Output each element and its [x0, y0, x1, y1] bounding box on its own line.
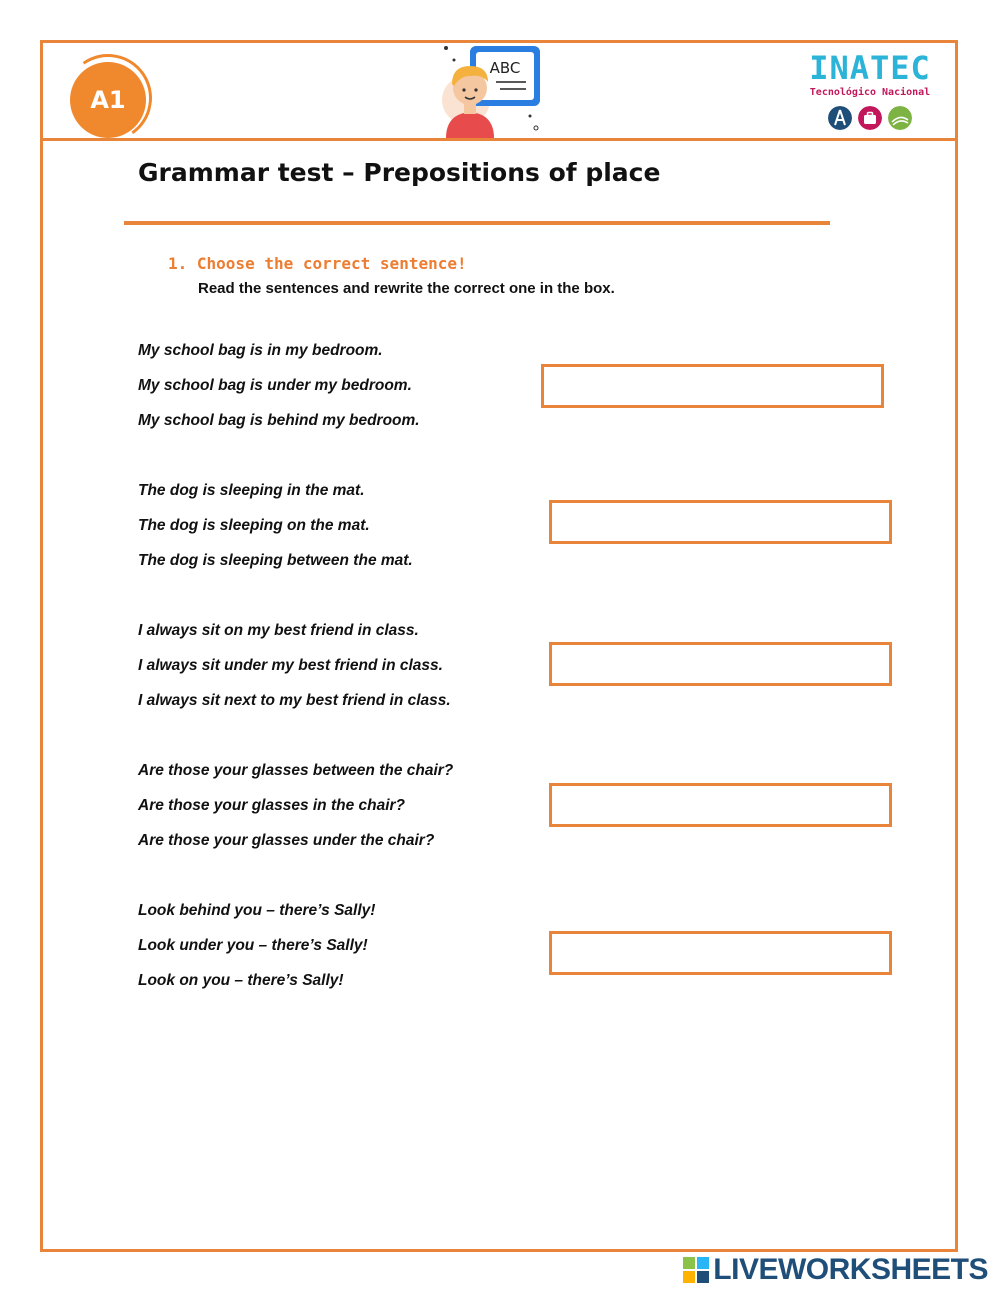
- brand-subtitle: Tecnológico Nacional: [809, 87, 931, 98]
- sentence-option: Look on you – there’s Sally!: [138, 972, 344, 989]
- answer-input-3[interactable]: [549, 642, 892, 686]
- answer-input-4[interactable]: [549, 783, 892, 827]
- liveworksheets-watermark: [683, 1254, 988, 1286]
- sentence-option: I always sit next to my best friend in class.: [138, 692, 451, 709]
- sentence-option: The dog is sleeping on the mat.: [138, 517, 370, 534]
- title-underline: [124, 221, 830, 225]
- sentence-option: Are those your glasses under the chair?: [138, 832, 435, 849]
- level-badge: A1: [70, 62, 146, 138]
- student-abc-illustration: [440, 42, 544, 138]
- brand-icons: [790, 106, 950, 130]
- sentence-option: Are those your glasses between the chair?: [138, 762, 454, 779]
- exercise-instruction: Read the sentences and rewrite the correct one in the box.: [198, 280, 615, 297]
- answer-input-2[interactable]: [549, 500, 892, 544]
- liveworksheets-logo-icon: [683, 1257, 709, 1283]
- watermark-text: LIVEWORKSHEETS: [713, 1253, 988, 1286]
- inatec-logo: [790, 50, 950, 130]
- sentence-option: I always sit on my best friend in class.: [138, 622, 419, 639]
- page-title: Grammar test – Prepositions of place: [138, 158, 661, 187]
- sentence-option: I always sit under my best friend in class.: [138, 657, 443, 674]
- briefcase-icon: [858, 106, 882, 130]
- sentence-option: Are those your glasses in the chair?: [138, 797, 406, 814]
- illustration-abc-text: ABC: [489, 59, 521, 77]
- sentence-option: The dog is sleeping in the mat.: [138, 482, 365, 499]
- sentence-option: Look behind you – there’s Sally!: [138, 902, 376, 919]
- compass-icon: [828, 106, 852, 130]
- answer-input-5[interactable]: [549, 931, 892, 975]
- exercise-heading: 1. Choose the correct sentence!: [168, 254, 467, 273]
- sentence-option: My school bag is behind my bedroom.: [138, 412, 420, 429]
- sentence-option: Look under you – there’s Sally!: [138, 937, 368, 954]
- sentence-option: My school bag is under my bedroom.: [138, 377, 412, 394]
- sentence-option: My school bag is in my bedroom.: [138, 342, 383, 359]
- sentence-option: The dog is sleeping between the mat.: [138, 552, 413, 569]
- answer-input-1[interactable]: [541, 364, 884, 408]
- header-divider: [40, 138, 958, 141]
- brand-name: INATEC: [809, 49, 931, 87]
- field-icon: [888, 106, 912, 130]
